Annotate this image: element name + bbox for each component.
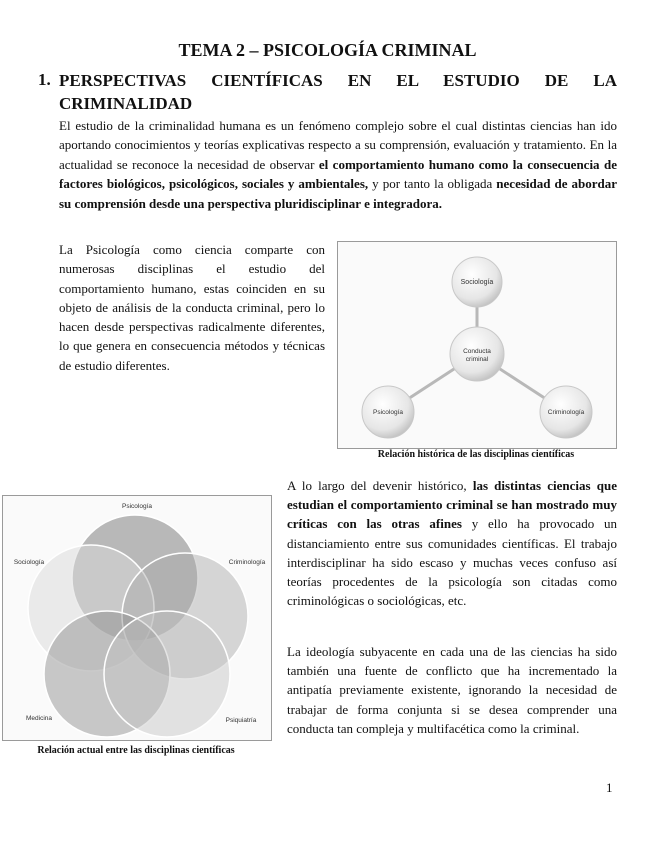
section-heading-line2: CRIMINALIDAD bbox=[59, 94, 193, 113]
intro-text-c: y por tanto la obligada bbox=[368, 176, 497, 192]
venn-label-sociologia: Sociología bbox=[13, 559, 45, 566]
ideology-paragraph: La ideología subyacente en cada una de las ciencias ha sido también una fuente de conflicto que ha incrementado la antipatía previamente existente, ignorando la necesidad de trabajar de forma conjunta si se desea comprender una conducta tan compleja y multifacética como la criminal. bbox=[287, 644, 617, 736]
venn-circle-psiquiatria bbox=[104, 611, 230, 737]
document-title: TEMA 2 – PSICOLOGÍA CRIMINAL bbox=[178, 40, 477, 60]
figure1-caption: Relación histórica de las disciplinas científicas bbox=[377, 449, 575, 460]
historical-paragraph bbox=[287, 476, 617, 610]
current-relation-figure bbox=[2, 495, 272, 741]
venn-diagram bbox=[3, 496, 271, 740]
psychology-paragraph: La Psicología como ciencia comparte con numerosas disciplinas el estudio del comportamiento humano, estas coinciden en su objeto de análisis de la conducta criminal, pero lo hacen desde perspectivas radicalmente diferentes, lo que genera en consecuencia métodos y técnicas de estudio diferentes. bbox=[59, 242, 325, 373]
historical-bold: las distintas ciencias que estudian el comportamiento criminal se han mostrado muy críticas con las otras afines bbox=[287, 478, 617, 532]
venn-label-medicina: Medicina bbox=[25, 715, 53, 722]
venn-label-psiquiatria: Psiquiatría bbox=[225, 717, 257, 724]
node-label-top: Sociología bbox=[460, 279, 494, 286]
intro-text-a: El estudio de la criminalidad humana es un fenómeno complejo sobre el cual distintas ciencias han ido aportando conocimientos y teorías explicativas respecto a su comprensión, evaluación y tratamiento. En la actualidad se reconoce la necesidad de observar bbox=[59, 118, 617, 172]
figure2-caption: Relación actual entre las disciplinas científicas bbox=[37, 745, 235, 756]
page-number: 1 bbox=[606, 780, 613, 795]
node-label-center-2: criminal bbox=[465, 356, 489, 363]
node-label-left: Psicología bbox=[373, 409, 403, 416]
intro-bold-2: necesidad de abordar su comprensión desde una perspectiva pluridisciplinar e integradora. bbox=[59, 176, 618, 211]
intro-paragraph bbox=[59, 116, 617, 213]
historical-diagram bbox=[338, 242, 616, 448]
node-label-right: Criminología bbox=[547, 409, 585, 416]
historical-text-c: y ello ha provocado un distanciamiento entre sus comunidades científicas. El trabajo interdisciplinar ha sido escaso y muchas veces confuso así teorías procedentes de la psicología son citadas como criminológicas o sociológicas, etc. bbox=[287, 516, 617, 609]
historical-text-a: A lo largo del devenir histórico, bbox=[287, 478, 473, 493]
section-heading-line1: PERSPECTIVAS CIENTÍFICAS EN EL ESTUDIO DE LA bbox=[59, 71, 617, 90]
node-label-center-1: Conducta bbox=[463, 348, 491, 355]
section-number: 1. bbox=[38, 70, 51, 89]
venn-label-psicologia: Psicología bbox=[122, 503, 152, 510]
historical-relation-figure bbox=[337, 241, 617, 449]
intro-bold-1: el comportamiento humano como la consecuencia de factores biológicos, psicológicos, sociales y ambientales, bbox=[59, 156, 617, 192]
venn-label-criminologia: Criminología bbox=[228, 559, 266, 566]
